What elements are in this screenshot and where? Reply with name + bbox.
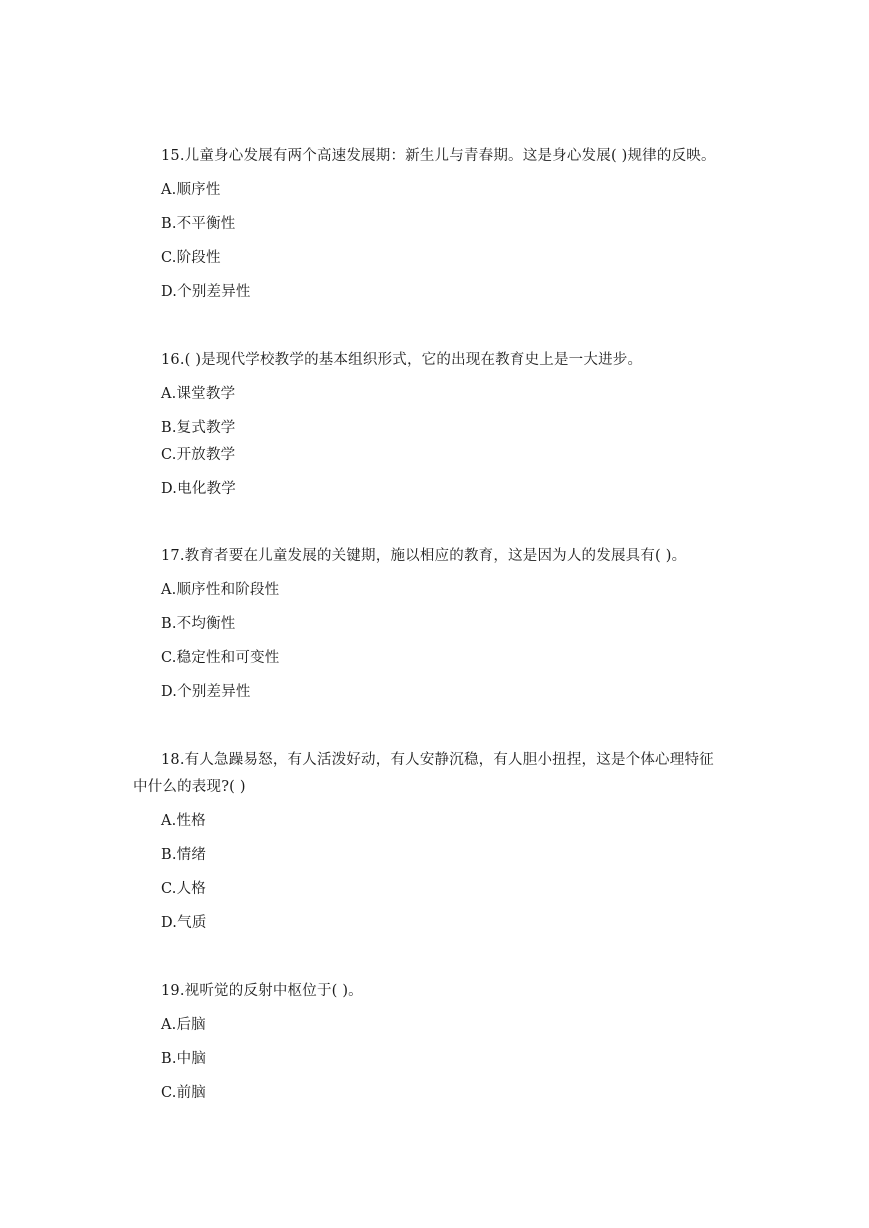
question-16-stem: 16.( )是现代学校教学的基本组织形式，它的出现在教育史上是一大进步。 <box>161 352 643 368</box>
question-16-option-c: C.开放教学 <box>161 447 236 463</box>
question-18-stem-continued: 中什么的表现?( ) <box>133 779 246 795</box>
question-15-option-d: D.个别差异性 <box>161 284 251 300</box>
question-18-option-b: B.情绪 <box>161 847 207 863</box>
question-15-option-b: B.不平衡性 <box>161 216 236 232</box>
question-16-option-a: A.课堂教学 <box>161 386 236 402</box>
question-18-option-d: D.气质 <box>161 915 207 931</box>
question-17-option-c: C.稳定性和可变性 <box>161 650 280 666</box>
question-18-option-c: C.人格 <box>161 881 206 897</box>
question-19-option-a: A.后脑 <box>161 1017 206 1033</box>
question-16-option-d: D.电化教学 <box>161 481 236 497</box>
question-19-stem: 19.视听觉的反射中枢位于( )。 <box>161 983 363 999</box>
question-15-option-c: C.阶段性 <box>161 250 221 266</box>
question-18-option-a: A.性格 <box>161 813 206 829</box>
question-19-option-b: B.中脑 <box>161 1051 207 1067</box>
question-17-stem: 17.教育者要在儿童发展的关键期，施以相应的教育，这是因为人的发展具有( )。 <box>161 548 687 564</box>
question-18-stem: 18.有人急躁易怒，有人活泼好动，有人安静沉稳，有人胆小扭捏，这是个体心理特征 <box>161 752 714 768</box>
question-17-option-a: A.顺序性和阶段性 <box>161 582 280 598</box>
question-15-option-a: A.顺序性 <box>161 182 221 198</box>
question-19-option-c: C.前脑 <box>161 1085 206 1101</box>
question-17-option-b: B.不均衡性 <box>161 616 236 632</box>
question-17-option-d: D.个别差异性 <box>161 684 251 700</box>
question-15-stem: 15.儿童身心发展有两个高速发展期：新生儿与青春期。这是身心发展( )规律的反映。 <box>161 148 716 164</box>
question-16-option-b: B.复式教学 <box>161 420 236 436</box>
